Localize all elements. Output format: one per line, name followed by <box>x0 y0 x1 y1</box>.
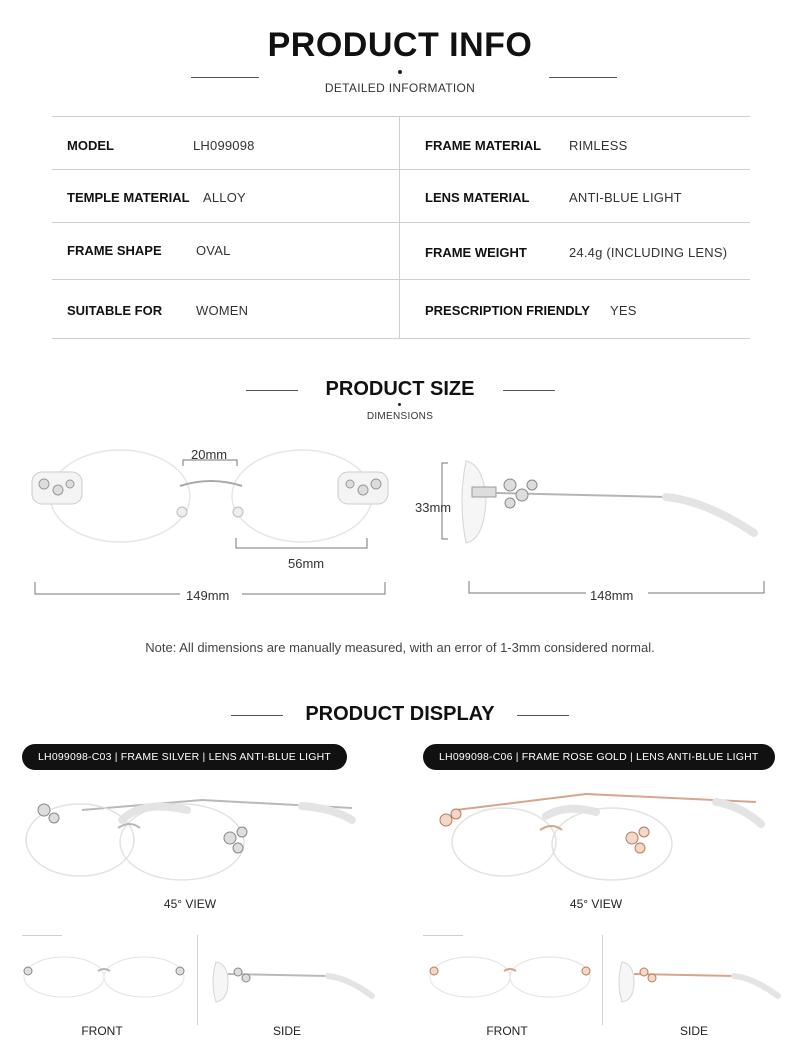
silver-side-image <box>208 958 378 1008</box>
lens-material-value: ANTI-BLUE LIGHT <box>569 190 682 205</box>
rose-gold-45-view-image <box>436 780 776 890</box>
lens-material-label: LENS MATERIAL <box>425 190 530 205</box>
model-value: LH099098 <box>193 138 255 153</box>
frame-shape-value: OVAL <box>196 243 231 258</box>
info-table <box>52 116 750 339</box>
row-divider <box>399 117 400 169</box>
info-row <box>52 280 750 339</box>
title-rule-left <box>191 77 259 78</box>
silver-front-label: FRONT <box>81 1024 123 1038</box>
frame-weight-label: FRAME WEIGHT <box>425 245 527 260</box>
title-dot <box>398 70 402 74</box>
suitable-for-label: SUITABLE FOR <box>67 303 163 318</box>
silver-views-top-rule <box>22 935 62 936</box>
page-subtitle: DETAILED INFORMATION <box>324 81 476 95</box>
temple-material-label: TEMPLE MATERIAL <box>67 190 190 205</box>
row-divider <box>399 170 400 222</box>
row-divider <box>399 280 400 338</box>
prescription-friendly-label: PRESCRIPTION FRIENDLY <box>425 303 590 318</box>
frame-width-dimension: 149mm <box>186 588 230 603</box>
page-title: PRODUCT INFO <box>267 26 533 64</box>
temple-material-value: ALLOY <box>203 190 246 205</box>
frame-material-label: FRAME MATERIAL <box>425 138 542 153</box>
frame-material-value: RIMLESS <box>569 138 628 153</box>
variant-rose-gold-pill: LH099098-C06 | FRAME ROSE GOLD | LENS ANTI-BLUE LIGHT <box>423 744 775 770</box>
bridge-dimension: 20mm <box>191 447 228 462</box>
prescription-friendly-value: YES <box>610 303 637 318</box>
info-row <box>52 223 750 280</box>
frame-weight-value: 24.4g (INCLUDING LENS) <box>569 245 728 260</box>
suitable-for-value: WOMEN <box>196 303 249 318</box>
silver-45-view-image <box>22 780 362 890</box>
measurement-note: Note: All dimensions are manually measured, with an error of 1-3mm considered normal. <box>145 640 655 655</box>
front-view-diagram <box>30 440 390 610</box>
rose-gold-side-image <box>614 958 784 1008</box>
rose-gold-side-label: SIDE <box>679 1024 708 1038</box>
info-row <box>52 170 750 223</box>
temple-length-dimension: 148mm <box>590 588 634 603</box>
variant-silver-pill: LH099098-C03 | FRAME SILVER | LENS ANTI-BLUE LIGHT <box>22 744 347 770</box>
size-section-subtitle: DIMENSIONS <box>366 411 434 422</box>
silver-side-label: SIDE <box>272 1024 301 1038</box>
side-view-diagram <box>436 455 772 605</box>
size-section-title: PRODUCT SIZE <box>325 378 475 400</box>
lens-width-dimension: 56mm <box>288 556 325 571</box>
info-row <box>52 117 750 170</box>
rose-gold-front-label: FRONT <box>486 1024 528 1038</box>
silver-front-image <box>22 955 187 1005</box>
rose-gold-views-top-rule <box>423 935 463 936</box>
frame-shape-label: FRAME SHAPE <box>67 243 162 258</box>
model-label: MODEL <box>67 138 114 153</box>
silver-45-view-label: 45° VIEW <box>163 897 217 911</box>
rose-gold-views-divider <box>602 935 603 1025</box>
lens-height-dimension: 33mm <box>415 500 452 515</box>
title-rule-right <box>549 77 617 78</box>
row-divider <box>399 223 400 279</box>
size-title-dot <box>398 403 401 406</box>
rose-gold-45-view-label: 45° VIEW <box>569 897 623 911</box>
rose-gold-front-image <box>428 955 593 1005</box>
silver-views-divider <box>197 935 198 1025</box>
display-section-title: PRODUCT DISPLAY <box>305 703 495 725</box>
